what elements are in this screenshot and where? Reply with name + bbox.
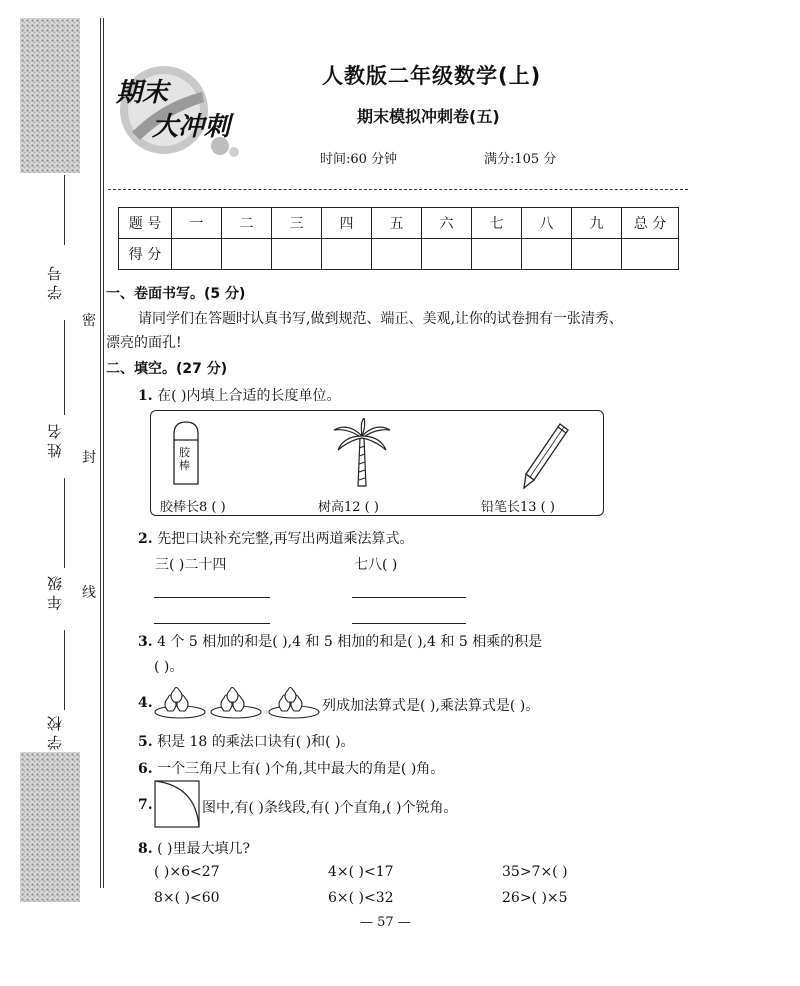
q8-text: ( )里最大填几?	[157, 841, 250, 857]
table-cell: 七	[472, 208, 522, 239]
q1-item-pencil: 铅笔长13 ( )	[481, 500, 555, 515]
q3-line2: ( )。	[154, 659, 184, 675]
q3	[138, 631, 542, 651]
gutter-line-4	[64, 630, 65, 710]
q2-a: 三( )二十四	[155, 557, 227, 573]
q1-item-tree: 树高12 ( )	[318, 500, 379, 515]
q2-answer-line[interactable]	[154, 597, 270, 598]
glue-stick-icon	[172, 420, 200, 486]
q8	[138, 838, 250, 858]
table-cell: 三	[272, 208, 322, 239]
score-table-header-row	[119, 208, 679, 239]
section1-body-2: 漂亮的面孔!	[106, 335, 182, 351]
q2-answer-line[interactable]	[154, 623, 270, 624]
q2-b: 七八( )	[354, 557, 398, 573]
gutter-line-2	[64, 320, 65, 415]
q8-row1-item: 35>7×( )	[502, 864, 568, 880]
pear-plate-icons	[154, 684, 320, 720]
q3-number: 3.	[138, 634, 153, 650]
score-input-cell[interactable]	[622, 239, 679, 270]
binding-line-inner	[103, 18, 104, 888]
q2-number: 2.	[138, 531, 153, 547]
q1-item-glue: 胶棒长8 ( )	[160, 500, 226, 515]
q1	[138, 385, 340, 405]
score-input-cell[interactable]	[222, 239, 272, 270]
gutter-pattern-bottom	[20, 752, 80, 902]
page-number: — 57 —	[360, 915, 411, 930]
page-title: 人教版二年级数学(上)	[322, 64, 542, 88]
q6-number: 6.	[138, 761, 153, 777]
table-cell: 二	[222, 208, 272, 239]
page-subtitle: 期末模拟冲刺卷(五)	[357, 107, 500, 126]
gutter-line-3	[64, 478, 65, 568]
gutter-label-school: 学校	[46, 712, 64, 750]
q6	[138, 758, 444, 778]
seal-char-feng: 封	[82, 450, 96, 466]
table-cell: 九	[572, 208, 622, 239]
gutter-label-grade: 年级	[46, 572, 64, 610]
score-input-cell[interactable]	[372, 239, 422, 270]
gutter-label-name: 姓名	[46, 420, 64, 458]
pencil-icon	[522, 422, 572, 490]
table-cell: 五	[372, 208, 422, 239]
q7-number: 7.	[138, 797, 153, 813]
logo-text-2: 大冲刺	[152, 112, 231, 142]
table-cell: 题 号	[119, 208, 172, 239]
table-cell: 四	[322, 208, 372, 239]
logo-text-1: 期末	[116, 78, 169, 108]
q8-row2-item: 8×( )<60	[154, 890, 220, 906]
header-divider	[108, 189, 688, 190]
q4-number: 4.	[138, 695, 153, 711]
q8-row1-item: ( )×6<27	[154, 864, 220, 880]
seal-char-xian: 线	[82, 585, 96, 601]
q3-line1: 4 个 5 相加的和是( ),4 和 5 相加的和是( ),4 和 5 相乘的积是	[157, 634, 543, 650]
gutter-label-student-id: 学号	[46, 262, 64, 300]
score-input-cell[interactable]	[322, 239, 372, 270]
seal-char-mi: 密	[82, 313, 96, 329]
q6-text: 一个三角尺上有( )个角,其中最大的角是( )角。	[157, 761, 445, 777]
score-input-cell[interactable]	[522, 239, 572, 270]
glue-stick-label: 胶棒	[179, 446, 190, 472]
table-cell: 得 分	[119, 239, 172, 270]
table-cell: 一	[172, 208, 222, 239]
time-limit: 时间:60 分钟	[320, 152, 398, 167]
gutter-line-1	[64, 175, 65, 245]
q7-text: 图中,有( )条线段,有( )个直角,( )个锐角。	[202, 800, 458, 816]
binding-line	[100, 18, 101, 888]
q2-answer-line[interactable]	[352, 623, 466, 624]
section2-heading: 二、填空。(27 分)	[106, 361, 228, 377]
score-table	[118, 207, 679, 270]
q8-number: 8.	[138, 841, 153, 857]
q1-number: 1.	[138, 388, 153, 404]
logo	[112, 62, 242, 158]
q5-text: 积是 18 的乘法口诀有( )和( )。	[157, 734, 355, 750]
full-score: 满分:105 分	[484, 152, 557, 167]
section1-heading: 一、卷面书写。(5 分)	[106, 286, 246, 302]
score-input-cell[interactable]	[422, 239, 472, 270]
score-table-score-row	[119, 239, 679, 270]
score-input-cell[interactable]	[172, 239, 222, 270]
score-input-cell[interactable]	[272, 239, 322, 270]
q2	[138, 528, 414, 548]
palm-tree-icon	[332, 418, 392, 488]
q8-row1-item: 4×( )<17	[328, 864, 394, 880]
q1-text: 在( )内填上合适的长度单位。	[157, 388, 341, 404]
q8-row2-item: 6×( )<32	[328, 890, 394, 906]
q4-text: 列成加法算式是( ),乘法算式是( )。	[322, 698, 540, 714]
q2-answer-line[interactable]	[352, 597, 466, 598]
table-cell: 八	[522, 208, 572, 239]
table-cell: 六	[422, 208, 472, 239]
sector-figure	[154, 780, 200, 828]
table-cell: 总 分	[622, 208, 679, 239]
q8-row2-item: 26>( )×5	[502, 890, 568, 906]
score-input-cell[interactable]	[472, 239, 522, 270]
section1-body-1: 请同学们在答题时认真书写,做到规范、端正、美观,让你的试卷拥有一张清秀、	[138, 311, 623, 327]
q5	[138, 731, 355, 751]
score-input-cell[interactable]	[572, 239, 622, 270]
q2-text: 先把口诀补充完整,再写出两道乘法算式。	[157, 531, 414, 547]
q5-number: 5.	[138, 734, 153, 750]
gutter-pattern-top	[20, 18, 80, 173]
